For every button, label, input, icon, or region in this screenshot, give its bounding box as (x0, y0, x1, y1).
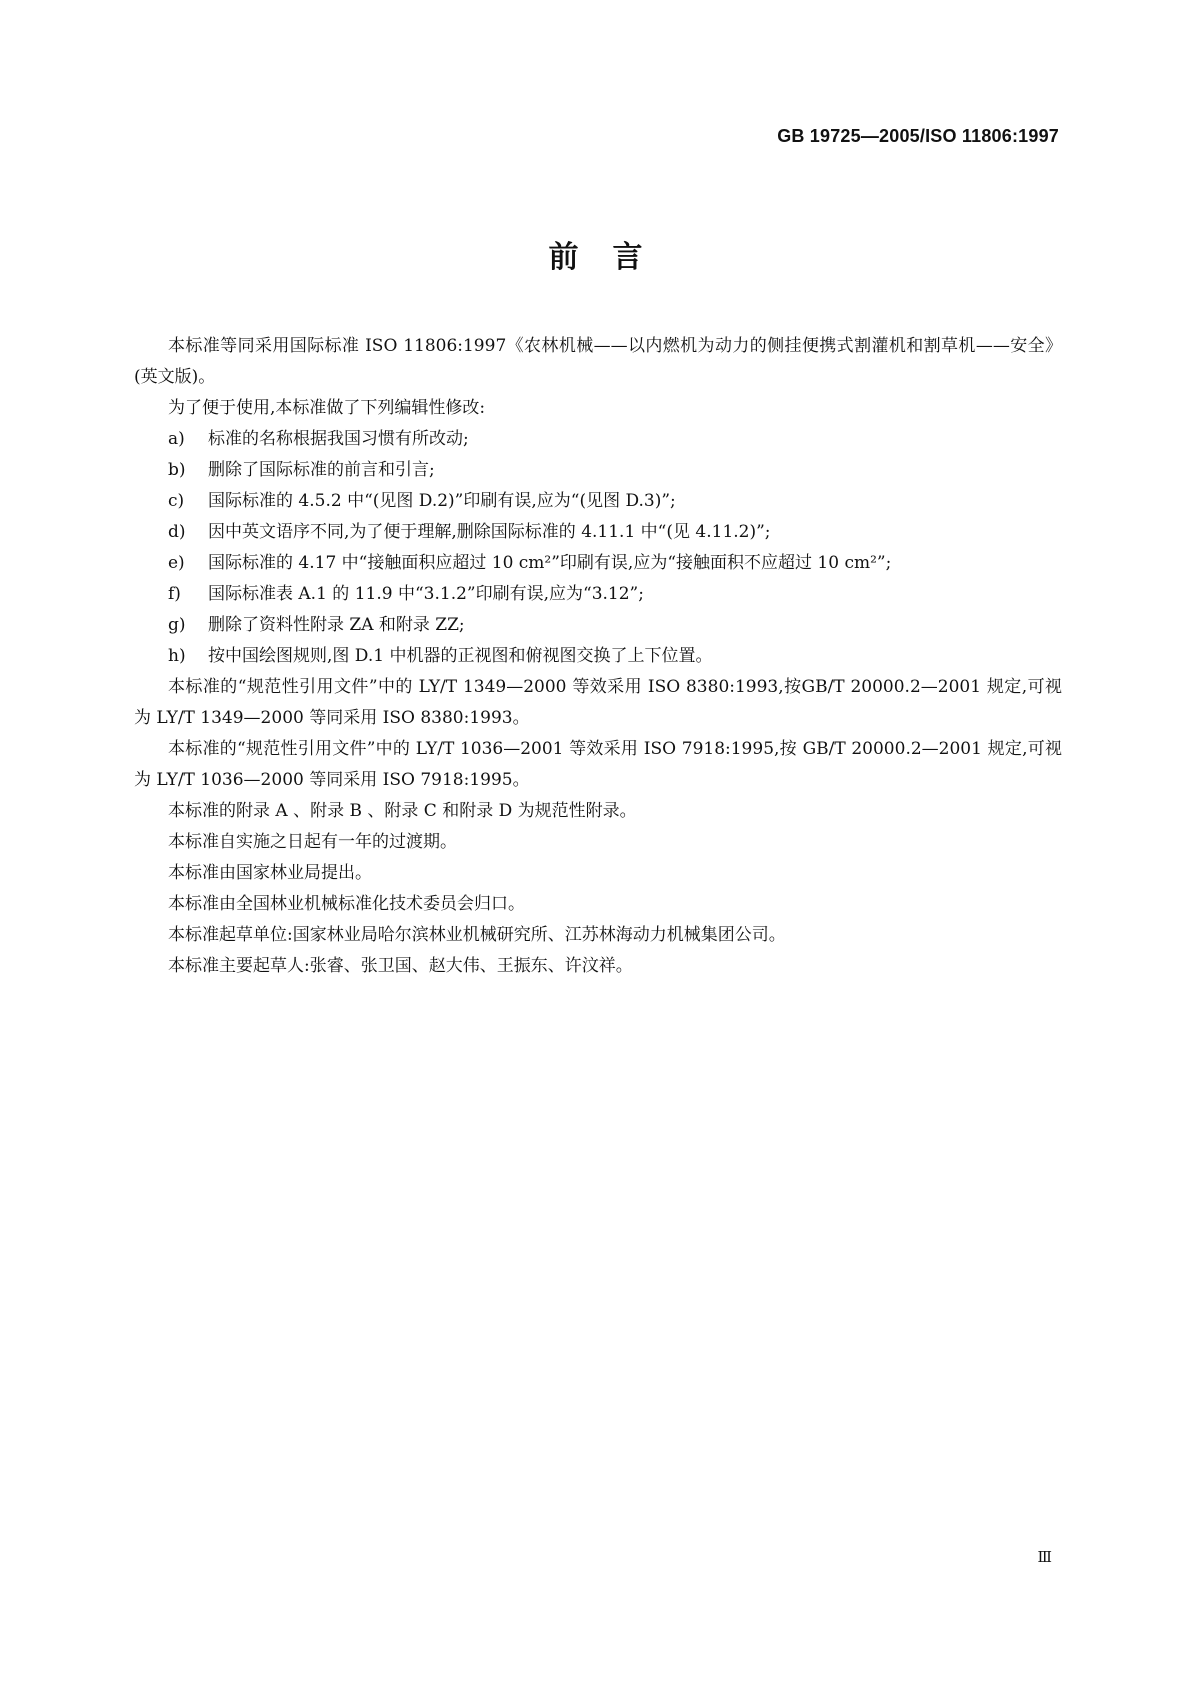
list-marker: g) (168, 615, 186, 635)
modifications-intro: 为了便于使用,本标准做了下列编辑性修改: (168, 398, 486, 418)
list-item-text: 标准的名称根据我国习惯有所改动; (208, 429, 469, 449)
list-item (134, 548, 1062, 579)
drafters-paragraph: 本标准主要起草人:张睿、张卫国、赵大伟、王振东、许汶祥。 (168, 956, 633, 976)
modifications-list (134, 424, 1062, 672)
list-item (134, 641, 1062, 672)
page-number: Ⅲ (1037, 1548, 1051, 1566)
list-marker: f) (168, 584, 181, 604)
reference-paragraph-1: 本标准的“规范性引用文件”中的 LY/T 1349—2000 等效采用 ISO 8380:1993,按GB/T 20000.2—2001 规定,可视为 LY/T 1349—2000 等同采用 ISO 8380:1993。 (134, 677, 1062, 728)
list-item (134, 517, 1062, 548)
list-item (134, 455, 1062, 486)
annex-paragraph: 本标准的附录 A 、附录 B 、附录 C 和附录 D 为规范性附录。 (168, 801, 637, 821)
foreword-body (134, 331, 1062, 982)
drafting-units-paragraph: 本标准起草单位:国家林业局哈尔滨林业机械研究所、江苏林海动力机械集团公司。 (168, 925, 786, 945)
list-item-text: 删除了资料性附录 ZA 和附录 ZZ; (208, 615, 465, 635)
list-marker: h) (168, 646, 186, 666)
list-item (134, 486, 1062, 517)
committee-paragraph: 本标准由全国林业机械标准化技术委员会归口。 (168, 894, 525, 914)
list-marker: c) (168, 491, 185, 511)
list-marker: a) (168, 429, 185, 449)
proposer-paragraph: 本标准由国家林业局提出。 (168, 863, 372, 883)
list-item-text: 按中国绘图规则,图 D.1 中机器的正视图和俯视图交换了上下位置。 (208, 646, 713, 666)
list-item (134, 610, 1062, 641)
list-item (134, 579, 1062, 610)
transition-paragraph: 本标准自实施之日起有一年的过渡期。 (168, 832, 457, 852)
list-item-text: 删除了国际标准的前言和引言; (208, 460, 435, 480)
document-code: GB 19725—2005/ISO 11806:1997 (777, 126, 1059, 146)
list-item-text: 因中英文语序不同,为了便于理解,删除国际标准的 4.11.1 中“(见 4.11.2)”; (208, 522, 771, 542)
list-marker: b) (168, 460, 186, 480)
list-item-text: 国际标准表 A.1 的 11.9 中“3.1.2”印刷有误,应为“3.12”; (208, 584, 644, 604)
list-marker: e) (168, 553, 185, 573)
reference-paragraph-2: 本标准的“规范性引用文件”中的 LY/T 1036—2001 等效采用 ISO 7918:1995,按 GB/T 20000.2—2001 规定,可视为 LY/T 1036—2000 等同采用 ISO 7918:1995。 (134, 739, 1062, 790)
intro-paragraph: 本标准等同采用国际标准 ISO 11806:1997《农林机械——以内燃机为动力的侧挂便携式割灌机和割草机——安全》(英文版)。 (134, 336, 1062, 387)
page-title: 前言 (548, 240, 677, 275)
list-item (134, 424, 1062, 455)
list-item-text: 国际标准的 4.17 中“接触面积应超过 10 cm²”印刷有误,应为“接触面积不应超过 10 cm²”; (208, 553, 892, 573)
list-item-text: 国际标准的 4.5.2 中“(见图 D.2)”印刷有误,应为“(见图 D.3)”; (208, 491, 676, 511)
list-marker: d) (168, 522, 186, 542)
